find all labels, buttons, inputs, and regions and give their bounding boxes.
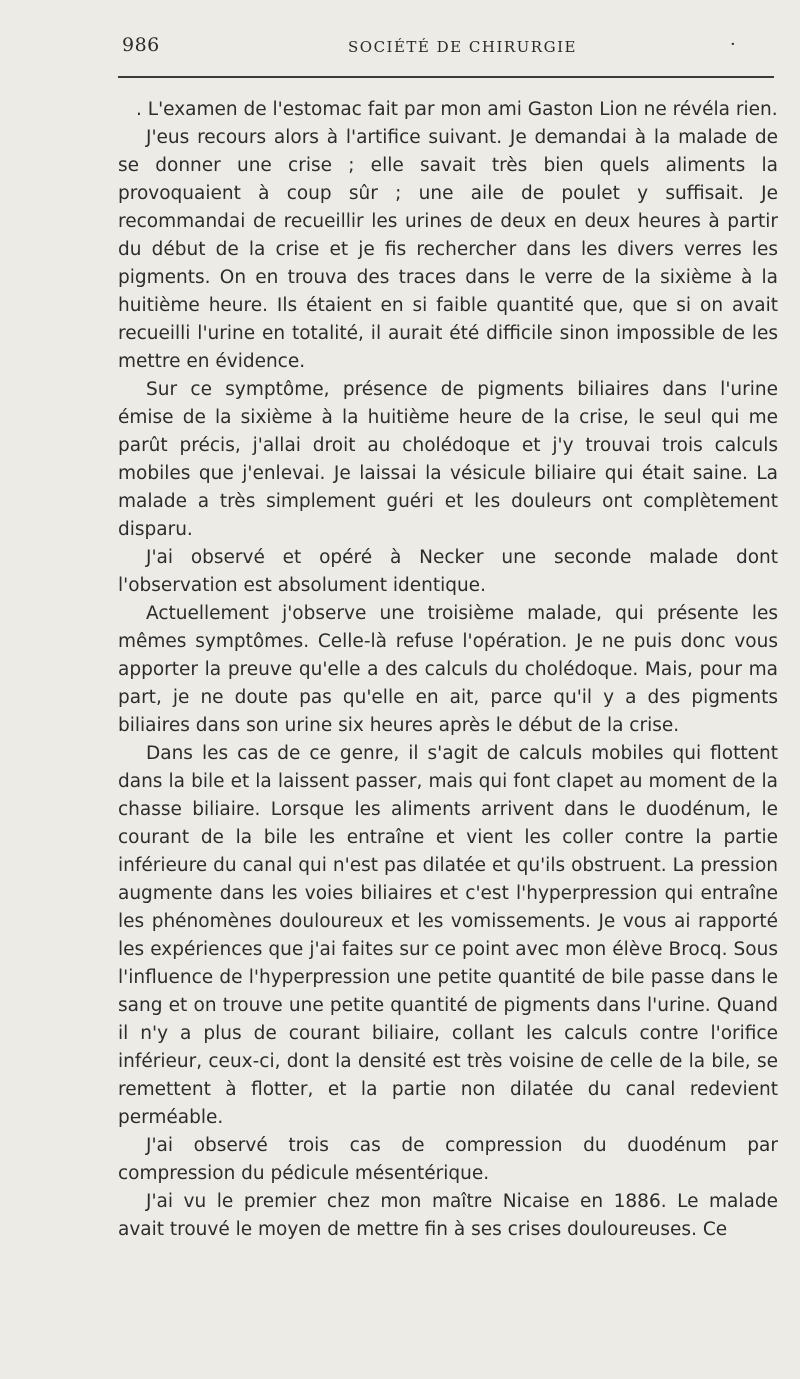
header-rule [118, 76, 774, 78]
paragraph: . L'examen de l'estomac fait par mon ami Gaston Lion ne révéla rien. [136, 99, 778, 120]
paragraph: J'ai vu le premier chez mon maître Nicaise en 1886. Le malade avait trouvé le moyen de mettre fin à ses crises douloureuses. Ce [118, 1191, 778, 1240]
paragraph: J'ai observé et opéré à Necker une seconde malade dont l'observation est absolument identique. [118, 547, 778, 596]
page-number: 986 [122, 34, 160, 56]
paragraph: Dans les cas de ce genre, il s'agit de calculs mobiles qui flottent dans la bile et la laissent passer, mais qui font clapet au moment de la chasse biliaire. Lorsque les aliments arrivent dans le duodénum, le courant de la bile les entraîne et vient les coller contre la partie inférieure du canal qui n'est pas dilatée et qu'ils obstruent. La pression augmente dans les voies biliaires et c'est l'hyperpression qui entraîne les phénomènes douloureux et les vomissements. Je vous ai rapporté les expériences que j'ai faites sur ce point avec mon élève Brocq. Sous l'influence de l'hyperpression une petite quantité de bile passe dans le sang et on trouve une petite quantité de pigments dans l'urine. Quand il n'y a plus de courant biliaire, collant les calculs contre l'orifice inférieur, ceux-ci, dont la densité est très voisine de celle de la bile, se remettent à flotter, et la partie non dilatée du canal redevient perméable. [118, 743, 778, 1128]
paragraph: Sur ce symptôme, présence de pigments biliaires dans l'urine émise de la sixième à la huitième heure de la crise, le seul qui me parût précis, j'allai droit au cholédoque et j'y trouvai trois calculs mobiles que j'enlevai. Je laissai la vésicule biliaire qui était saine. La malade a très simplement guéri et les douleurs ont complètement disparu. [118, 379, 778, 540]
paragraph: J'ai observé trois cas de compression du duodénum par compression du pédicule mésentérique. [118, 1135, 778, 1184]
header-ornament: · [730, 34, 736, 55]
paragraph: J'eus recours alors à l'artifice suivant. Je demandai à la malade de se donner une crise ; elle savait très bien quels aliments la provoquaient à coup sûr ; une aile de poulet y suffisait. Je recommandai de recueillir les urines de deux en deux heures à partir du début de la crise et je fis rechercher dans les divers verres les pigments. On en trouva des traces dans le verre de la sixième à la huitième heure. Ils étaient en si faible quantité que, que si on avait recueilli l'urine en totalité, il aurait été difficile sinon impossible de les mettre en évidence. [118, 127, 778, 372]
running-title: SOCIÉTÉ DE CHIRURGIE [348, 38, 577, 56]
body-text [118, 96, 778, 1244]
paragraph: Actuellement j'observe une troisième malade, qui présente les mêmes symptômes. Celle-là refuse l'opération. Je ne puis donc vous apporter la preuve qu'elle a des calculs du cholédoque. Mais, pour ma part, je ne doute pas qu'elle en ait, parce qu'il y a des pigments biliaires dans son urine six heures après le début de la crise. [118, 603, 778, 736]
page-header [118, 28, 778, 68]
